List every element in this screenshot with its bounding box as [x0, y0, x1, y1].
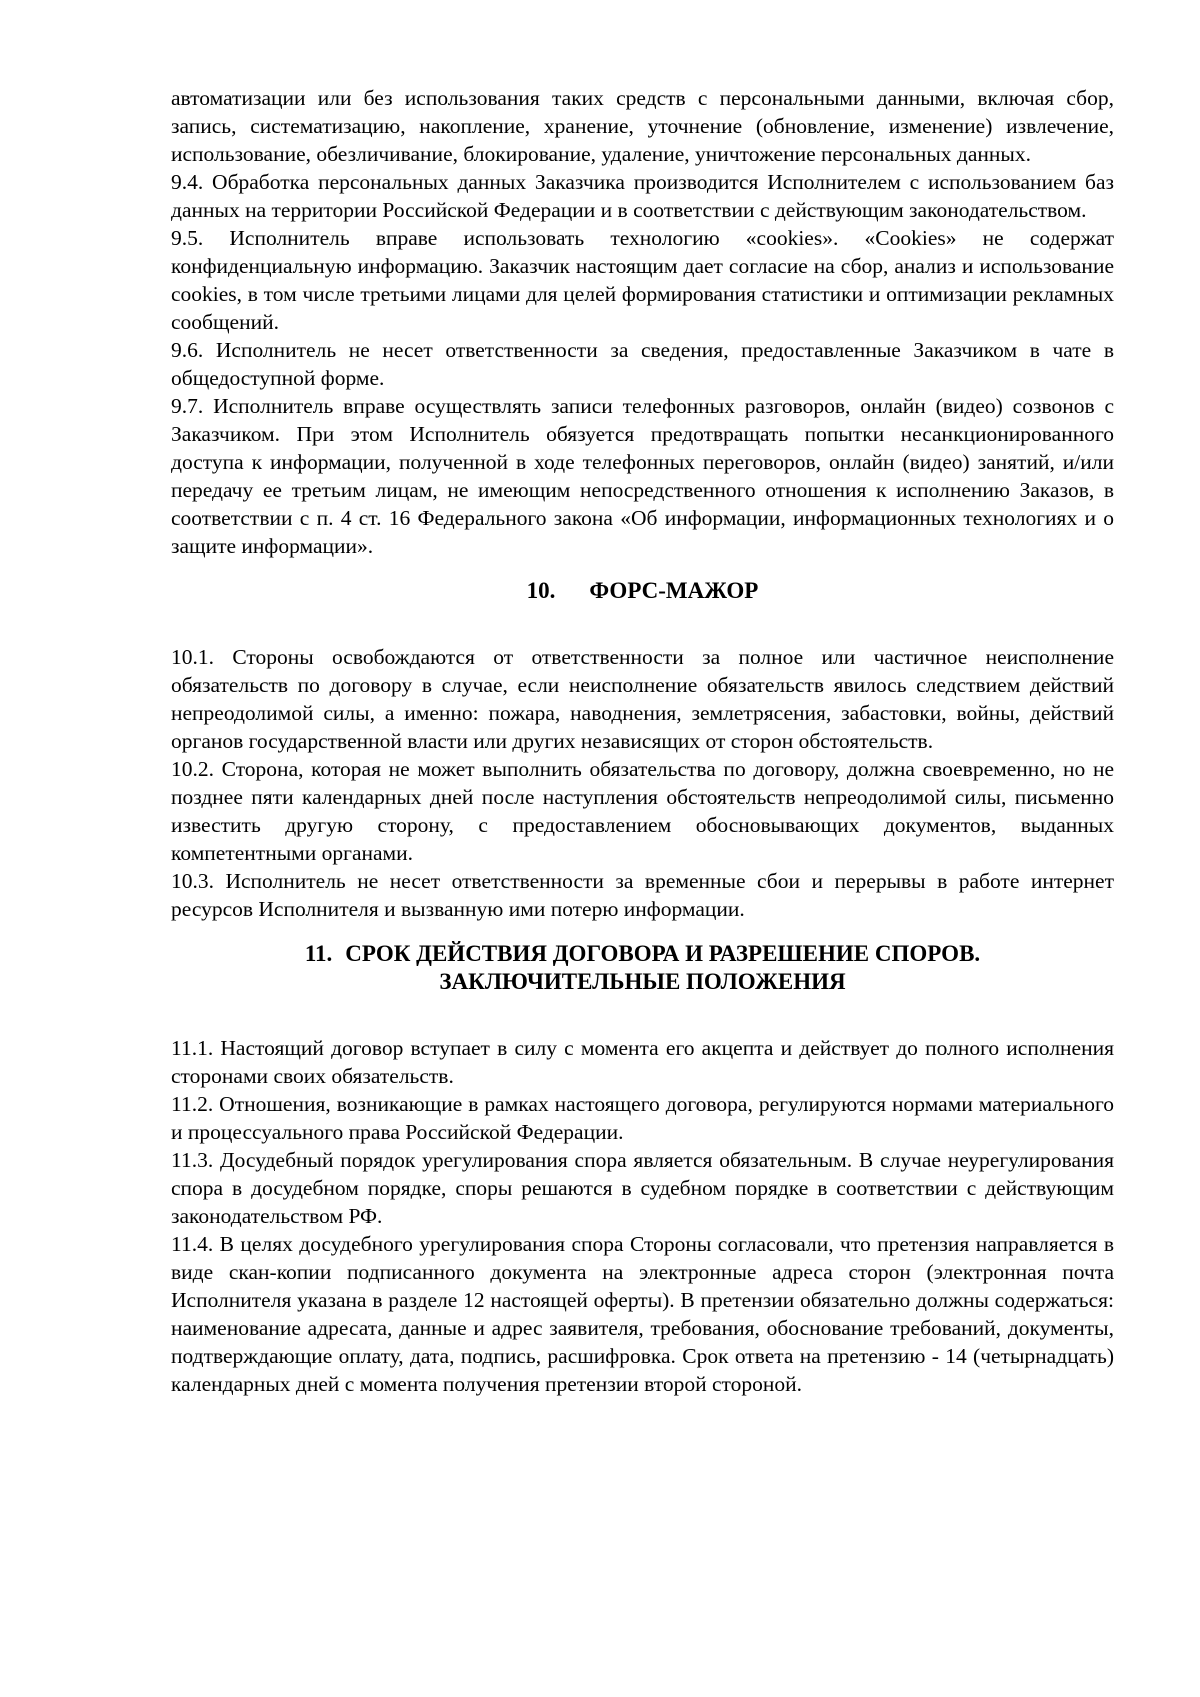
paragraph-10-1: 10.1. Стороны освобождаются от ответственности за полное или частичное неисполнение обязательств по договору в случае, если неисполнение обязательств явилось следствием действий непреодолимой силы, а именно: пожара, наводнения, землетрясения, забастовки, войны, действий органов государственной власти или других независящих от сторон обстоятельств.: [171, 645, 1114, 753]
paragraph-continuation: автоматизации или без использования таких средств с персональными данными, включая сбор, запись, систематизацию, накопление, хранение, уточнение (обновление, изменение) извлечение, использование, обезличивание, блокирование, удаление, уничтожение персональных данных.: [171, 86, 1114, 166]
section-heading-force-majeure: [171, 577, 1114, 605]
paragraph-9-4: 9.4. Обработка персональных данных Заказчика производится Исполнителем с использованием баз данных на территории Российской Федерации и в соответствии с действующим законодательством.: [171, 170, 1114, 222]
paragraph-9-7: 9.7. Исполнитель вправе осуществлять записи телефонных разговоров, онлайн (видео) созвонов с Заказчиком. При этом Исполнитель обязуется предотвращать попытки несанкционированного доступа к информации, полученной в ходе телефонных переговоров, онлайн (видео) занятий, и/или передачу ее третьим лицам, не имеющим непосредственного отношения к исполнению Заказов, в соответствии с п. 4 ст. 16 Федерального закона «Об информации, информационных технологиях и о защите информации».: [171, 394, 1114, 558]
section-heading-term-and-disputes: [171, 940, 1114, 996]
heading-title-line-2: ЗАКЛЮЧИТЕЛЬНЫЕ ПОЛОЖЕНИЯ: [439, 969, 846, 994]
paragraph-10-3: 10.3. Исполнитель не несет ответственности за временные сбои и перерывы в работе интернет ресурсов Исполнителя и вызванную ими потерю информации.: [171, 869, 1114, 921]
paragraph-11-2: 11.2. Отношения, возникающие в рамках настоящего договора, регулируются нормами материального и процессуального права Российской Федерации.: [171, 1092, 1114, 1144]
paragraph-9-5: 9.5. Исполнитель вправе использовать технологию «cookies». «Cookies» не содержат конфиденциальную информацию. Заказчик настоящим дает согласие на сбор, анализ и использование cookies, в том числе третьими лицами для целей формирования статистики и оптимизации рекламных сообщений.: [171, 226, 1114, 334]
heading-title-line-1: СРОК ДЕЙСТВИЯ ДОГОВОРА И РАЗРЕШЕНИЕ СПОРОВ.: [345, 941, 981, 966]
paragraph-11-3: 11.3. Досудебный порядок урегулирования спора является обязательным. В случае неурегулирования спора в досудебном порядке, споры решаются в судебном порядке в соответствии с действующим законодательством РФ.: [171, 1148, 1114, 1228]
heading-line-2: [171, 968, 1114, 996]
paragraph-10-2: 10.2. Сторона, которая не может выполнить обязательства по договору, должна своевременно, но не позднее пяти календарных дней после наступления обстоятельств непреодолимой силы, письменно известить другую сторону, с предоставлением обосновывающих документов, выданных компетентными органами.: [171, 757, 1114, 865]
heading-number: 10.: [526, 578, 556, 603]
heading-number: 11.: [304, 941, 333, 966]
paragraph-9-6: 9.6. Исполнитель не несет ответственности за сведения, предоставленные Заказчиком в чате в общедоступной форме.: [171, 338, 1114, 390]
paragraph-11-4: 11.4. В целях досудебного урегулирования спора Стороны согласовали, что претензия направляется в виде скан-копии подписанного документа на электронные адреса сторон (электронная почта Исполнителя указана в разделе 12 настоящей оферты). В претензии обязательно должны содержаться: наименование адресата, данные и адрес заявителя, требования, обоснование требований, документы, подтверждающие оплату, дата, подпись, расшифровка. Срок ответа на претензию - 14 (четырнадцать) календарных дней с момента получения претензии второй стороной.: [171, 1232, 1114, 1396]
heading-title: ФОРС-МАЖОР: [589, 578, 759, 603]
heading-line-1: [171, 940, 1114, 968]
paragraph-11-1: 11.1. Настоящий договор вступает в силу с момента его акцепта и действует до полного исполнения сторонами своих обязательств.: [171, 1036, 1114, 1088]
